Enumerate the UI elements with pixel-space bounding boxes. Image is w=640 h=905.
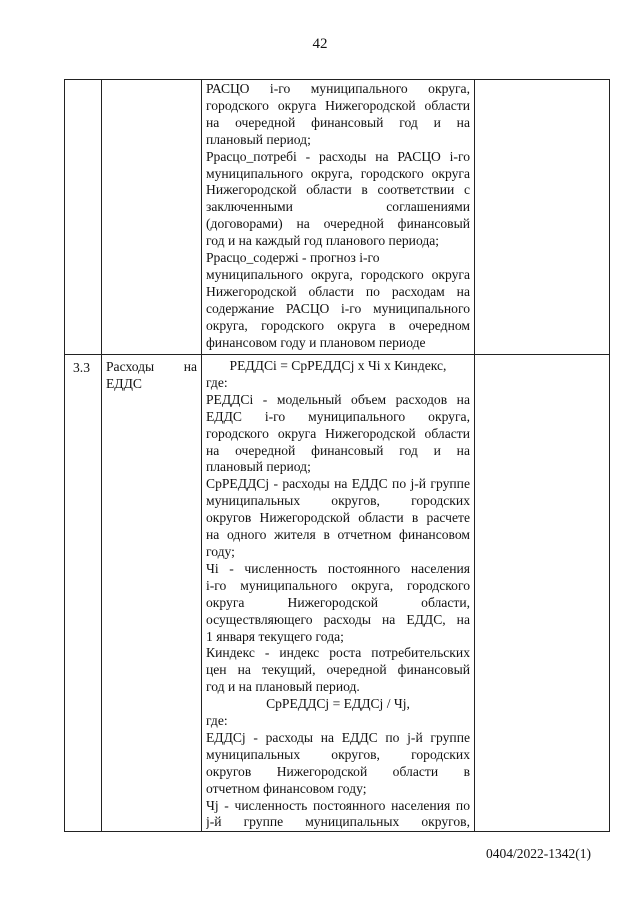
text-line: округа Нижегородской области,: [206, 594, 470, 610]
text-line: i-го муниципального округа, городского: [206, 577, 470, 593]
text-line: году;: [206, 543, 235, 559]
text-line: муниципальных округов, городских: [206, 493, 470, 509]
text-line: на очередной финансовый год и на: [206, 114, 470, 130]
text-line: Чj - численность постоянного населения по: [206, 797, 470, 813]
row-number: 3.3: [73, 360, 90, 375]
row-description-cell: [202, 355, 475, 832]
document-code: 0404/2022-1342(1): [486, 846, 591, 861]
text-line: отчетном финансовом году;: [206, 780, 367, 796]
text-line: муниципальных округов, городских: [206, 746, 470, 762]
text-line: финансовом году и плановом периоде: [206, 334, 426, 350]
text-line: Чi - численность постоянного населения: [206, 560, 470, 576]
row-name-cell: [102, 355, 202, 832]
text-line: Нижегородской области в соответствии с: [206, 182, 470, 198]
row-description-cell: [202, 80, 475, 355]
row-name-word: Расходы: [106, 359, 155, 374]
row-number-cell: [65, 355, 102, 832]
text-line: плановый период;: [206, 459, 311, 475]
row-name-cell: [102, 80, 202, 355]
text-line: j-й группе муниципальных округов,: [206, 814, 470, 830]
text-line: Нижегородской области по расходам на: [206, 283, 470, 299]
text-line: осуществляющего расходы на ЕДДС, на: [206, 611, 470, 627]
row-notes-cell: [475, 355, 610, 832]
table-row: [65, 355, 610, 832]
text-line: содержание РАСЦО i-го муниципального: [206, 300, 470, 316]
text-line: Ррасцо_содержi - прогноз i-го: [206, 250, 380, 266]
row-description-text: [202, 80, 474, 352]
budget-methodology-table: [64, 79, 610, 832]
row-name: [102, 355, 201, 393]
row-name-word: ЕДДС: [106, 375, 142, 391]
row-notes-cell: [475, 80, 610, 355]
text-line: ЕДДСj - расходы на ЕДДС по j-й группе: [206, 729, 470, 745]
text-line: ЕДДС i-го муниципального округа,: [206, 408, 470, 424]
text-line: РАСЦО i-го муниципального округа,: [206, 81, 470, 96]
page-number: 42: [312, 36, 328, 52]
text-line: муниципального округа, городского округа: [206, 266, 470, 282]
text-line: цен на текущий, очередной финансовый: [206, 662, 470, 678]
text-line: заключенными соглашениями: [206, 199, 470, 215]
text-line: где:: [206, 374, 228, 390]
text-line: муниципального округа, городского округа: [206, 165, 470, 181]
text-line: городского округа Нижегородской области: [206, 97, 470, 113]
text-line: Ррасцо_потребi - расходы на РАСЦО i-го: [206, 148, 470, 164]
text-line: округов Нижегородской области в: [206, 763, 470, 779]
text-line: СрРЕДДСj = ЕДДСj / Чj,: [266, 696, 410, 712]
text-line: РЕДДСi = СрРЕДДСj x Чi x Киндекс,: [229, 358, 447, 373]
table-row: [65, 80, 610, 355]
text-line: округов Нижегородской области в расчете: [206, 510, 470, 526]
text-line: плановый период;: [206, 131, 311, 147]
text-line: где:: [206, 713, 228, 729]
text-line: РЕДДСi - модельный объем расходов на: [206, 391, 470, 407]
text-line: на одного жителя в отчетном финансовом: [206, 527, 470, 543]
row-name-word: на: [183, 359, 197, 374]
text-line: 1 января текущего года;: [206, 628, 344, 644]
row-number-cell: [65, 80, 102, 355]
text-line: (договорами) на очередной финансовый: [206, 216, 470, 232]
text-line: год и на плановый период.: [206, 679, 360, 695]
text-line: Киндекс - индекс роста потребительских: [206, 645, 470, 661]
text-line: городского округа Нижегородской области: [206, 425, 470, 441]
row-description-text: [202, 355, 474, 831]
text-line: на очередной финансовый год и на: [206, 442, 470, 458]
text-line: округа, городского округа в очередном: [206, 317, 470, 333]
text-line: год и на каждый год планового периода;: [206, 233, 440, 249]
text-line: СрРЕДДСj - расходы на ЕДДС по j-й группе: [206, 476, 470, 492]
